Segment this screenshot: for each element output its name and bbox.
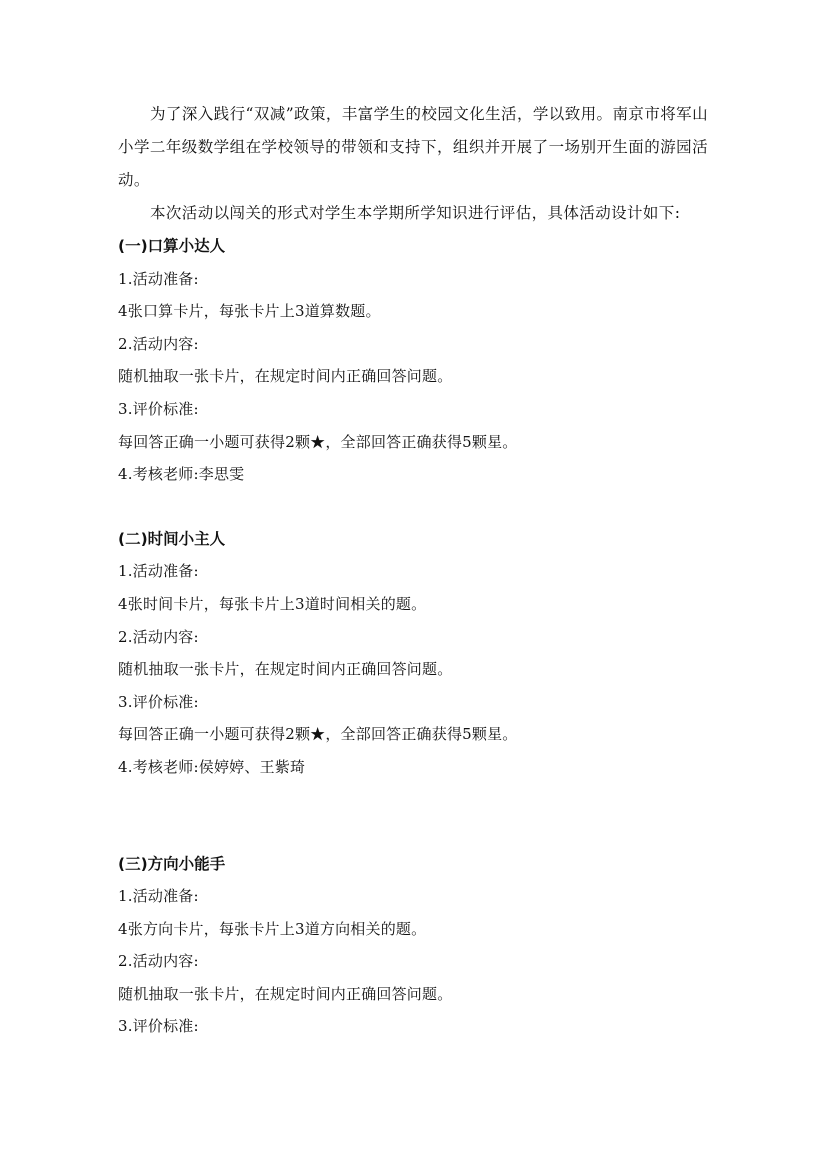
teacher-line: 4.考核老师:李思雯 [118,465,245,484]
prep-text: 4张口算卡片，每张卡片上3道算数题。 [118,302,381,321]
criteria-label: 3.评价标准: [118,692,199,711]
criteria-label: 3.评价标准: [118,1017,199,1036]
section-title: (一)口算小达人 [118,237,226,255]
content-text: 随机抽取一张卡片，在规定时间内正确回答问题。 [118,984,453,1003]
prep-label: 1.活动准备: [118,269,199,288]
content-text: 随机抽取一张卡片，在规定时间内正确回答问题。 [118,660,453,679]
intro-paragraph-2: 本次活动以闯关的形式对学生本学期所学知识进行评估，具体活动设计如下: [150,204,681,222]
section-title: (三)方向小能手 [118,854,226,873]
content-text: 随机抽取一张卡片，在规定时间内正确回答问题。 [118,367,453,386]
spacer [118,491,708,523]
intro-paragraph-1: 为了深入践行“双减”政策，丰富学生的校园文化生活，学以致用。南京市将军山小学二年级数学组在学校领导的带领和支持下，组织并开展了一场别开生面的游园活动。 [118,105,708,189]
content-label: 2.活动内容: [118,627,199,646]
prep-label: 1.活动准备: [118,562,199,581]
document-body [118,98,708,1043]
content-label: 2.活动内容: [118,952,199,971]
content-label: 2.活动内容: [118,334,199,353]
criteria-text: 每回答正确一小题可获得2颗★，全部回答正确获得5颗星。 [118,725,518,744]
prep-label: 1.活动准备: [118,887,199,906]
section-oral-arithmetic [118,230,708,491]
prep-text: 4张方向卡片，每张卡片上3道方向相关的题。 [118,919,427,938]
spacer [118,784,708,848]
teacher-line: 4.考核老师:侯婷婷、王紫琦 [118,757,306,776]
section-time-master [118,523,708,784]
prep-text: 4张时间卡片，每张卡片上3道时间相关的题。 [118,594,427,613]
section-direction-expert [118,848,708,1044]
criteria-label: 3.评价标准: [118,399,199,418]
section-title: (二)时间小主人 [118,529,226,548]
criteria-text: 每回答正确一小题可获得2颗★，全部回答正确获得5颗星。 [118,432,518,451]
